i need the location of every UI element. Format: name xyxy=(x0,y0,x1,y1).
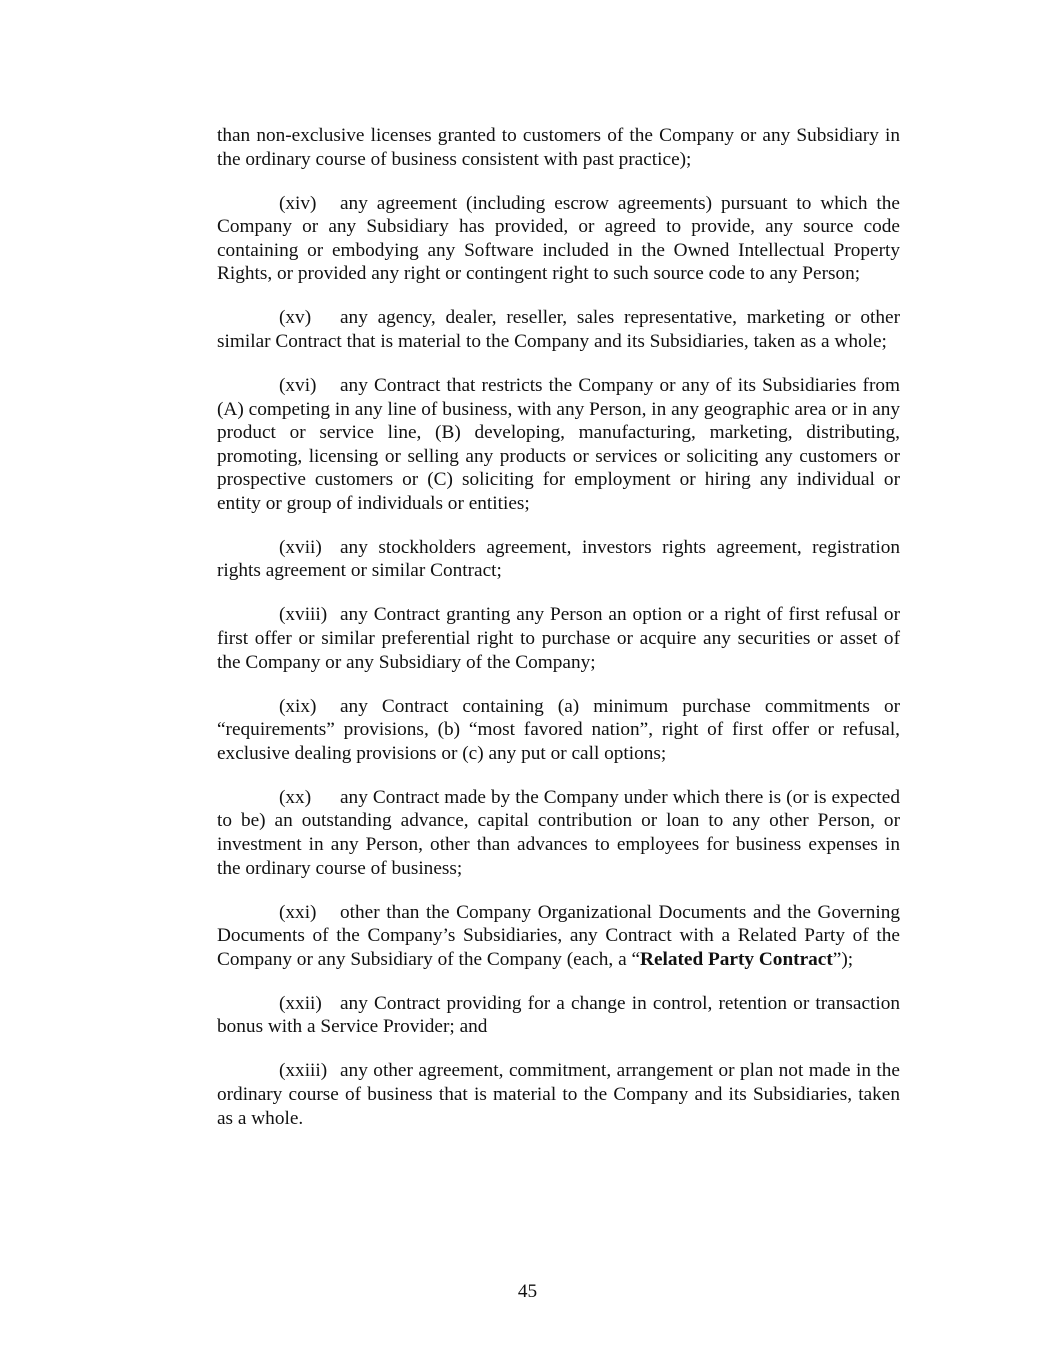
clause-xxiii xyxy=(217,1059,900,1130)
defined-term: Related Party Contract xyxy=(640,948,833,970)
clause-number: (xv) xyxy=(279,307,312,329)
clause-xvi xyxy=(217,374,900,516)
clause-text: any other agreement, commitment, arrangement or plan not made in the ordinary course of business that is material to the Company and its Subsidiaries, taken as a whole. xyxy=(217,1060,900,1129)
continuation-paragraph: than non-exclusive licenses granted to customers of the Company or any Subsidiary in the ordinary course of business consistent with past practice); xyxy=(217,125,900,170)
document-body xyxy=(217,124,900,1150)
clause-xviii xyxy=(217,603,900,674)
clause-xxii xyxy=(217,992,900,1039)
clause-number: (xvii) xyxy=(279,536,322,558)
clause-number: (xix) xyxy=(279,695,317,717)
clause-xiv xyxy=(217,192,900,286)
clause-text: any Contract made by the Company under which there is (or is expected to be) an outstanding advance, capital contribution or loan to any other Person, or investment in any Person, other than advances to employees for business expenses in the ordinary course of business; xyxy=(217,786,900,879)
clause-number: (xvi) xyxy=(279,374,317,396)
clause-text: any Contract that restricts the Company or any of its Subsidiaries from (A) competing in any line of business, with any Person, in any geographic area or in any product or service line, (B) developing, manufacturing, marketing, distributing, promoting, licensing or selling any products or services or soliciting any customers or prospective customers or (C) soliciting for employment or hiring any individual or entity or group of individuals or entities; xyxy=(217,374,900,514)
page-number: 45 xyxy=(517,1281,538,1302)
clause-number: (xx) xyxy=(279,786,312,808)
clause-number: (xxiii) xyxy=(279,1060,328,1082)
clause-text: any Contract providing for a change in control, retention or transaction bonus with a Service Provider; and xyxy=(217,992,900,1038)
clause-number: (xiv) xyxy=(279,192,317,214)
clause-text-before: other than the Company Organizational Documents and the Governing Documents of the Company’s Subsidiaries, any Contract with a Related Party of the Company or any Subsidiary of the Company (each, a “ xyxy=(217,901,900,970)
clause-number: (xxii) xyxy=(279,992,322,1014)
clause-xxi xyxy=(217,901,900,972)
clause-text: any agreement (including escrow agreements) pursuant to which the Company or any Subsidiary has provided, or agreed to provide, any source code containing or embodying any Software included in the Owned Intellectual Property Rights, or provided any right or contingent right to such source code to any Person; xyxy=(217,192,900,285)
clause-number: (xxi) xyxy=(279,901,317,923)
clause-text: any stockholders agreement, investors rights agreement, registration rights agreement or similar Contract; xyxy=(217,536,900,582)
clause-xx xyxy=(217,786,900,880)
clause-xix xyxy=(217,695,900,766)
clause-text-after: ”); xyxy=(832,948,854,970)
clause-text: any agency, dealer, reseller, sales representative, marketing or other similar Contract that is material to the Company and its Subsidiaries, taken as a whole; xyxy=(217,307,900,352)
clause-number: (xviii) xyxy=(279,604,328,626)
clause-text: any Contract containing (a) minimum purchase commitments or “requirements” provisions, (b) “most favored nation”, right of first offer or refusal, exclusive dealing provisions or (c) any put or call options; xyxy=(217,695,900,764)
clause-xv xyxy=(217,306,900,353)
clause-xvii xyxy=(217,536,900,583)
clause-text: any Contract granting any Person an option or a right of first refusal or first offer or similar preferential right to purchase or acquire any securities or asset of the Company or any Subsidiary of the Company; xyxy=(217,604,900,673)
